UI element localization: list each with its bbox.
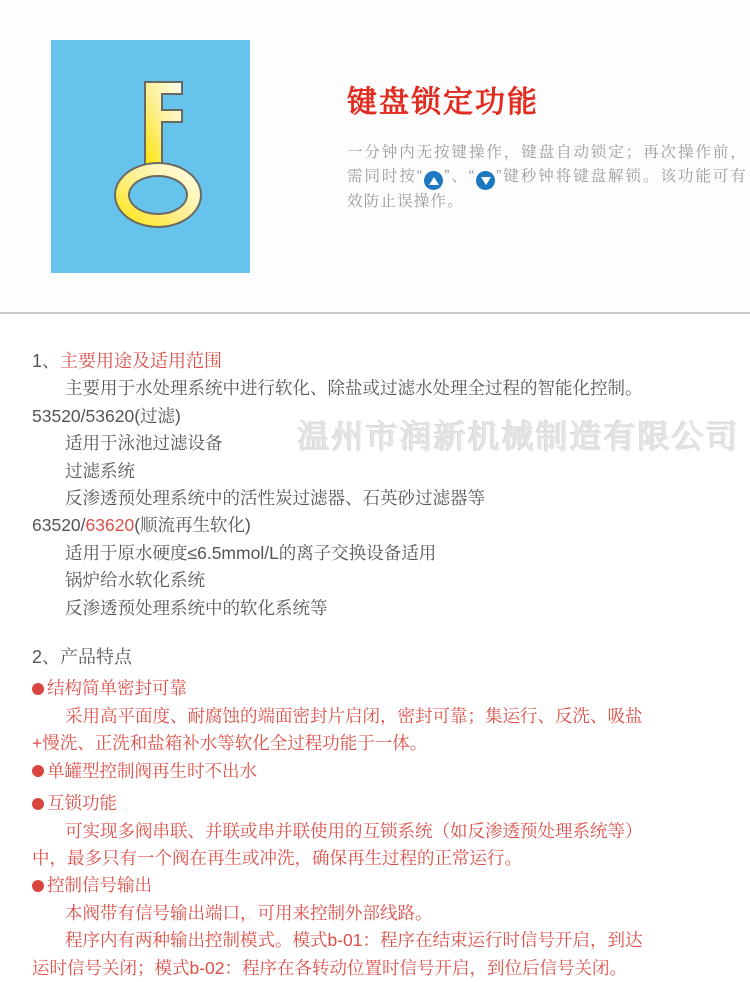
section2-heading <box>32 644 732 671</box>
header-description <box>347 141 747 214</box>
bullet-icon <box>32 765 44 777</box>
feature-line: 可实现多阀串联、并联或串并联使用的互锁系统（如反渗透预处理系统等） <box>65 820 643 841</box>
desc-text-3: ”键秒钟将键盘解锁。该功能可有效防止误操作。 <box>347 167 747 211</box>
document-body <box>0 314 750 982</box>
company-watermark: 温州市润新机械制造有限公司 <box>298 419 741 455</box>
section1-intro: 主要用于水处理系统中进行软化、除盐或过滤水处理全过程的智能化控制。 <box>65 378 643 399</box>
key-icon <box>51 40 250 273</box>
model2-line <box>32 512 732 539</box>
feature-line: +慢洗、正洗和盐箱补水等软化全过程功能于一体。 <box>32 733 428 754</box>
down-arrow-icon <box>476 171 495 190</box>
section2-number: 2、 <box>32 647 61 668</box>
bullet-icon <box>32 798 44 810</box>
model1-line: 53520/53620(过滤) <box>32 405 181 426</box>
feature-title-text: 控制信号输出 <box>47 875 152 896</box>
list-item: 适用于泳池过滤设备 <box>65 433 223 454</box>
feature-title <box>32 675 732 702</box>
feature-title-text: 结构简单密封可靠 <box>47 678 187 699</box>
feature-title <box>32 872 732 899</box>
key-illustration <box>51 40 250 273</box>
section1-heading <box>32 348 732 375</box>
feature-line: 运时信号关闭；模式b-02：程序在各转动位置时信号开启，到位后信号关闭。 <box>32 957 628 978</box>
list-item: 反渗透预处理系统中的软化系统等 <box>65 597 328 618</box>
up-arrow-icon <box>424 171 443 190</box>
list-item: 适用于原水硬度≤6.5mmol/L的离子交换设备适用 <box>65 542 437 563</box>
feature-line: 程序内有两种输出控制模式。模式b-01：程序在结束运行时信号开启，到达 <box>65 930 643 951</box>
feature-line: 中，最多只有一个阀在再生或冲洗，确保再生过程的正常运行。 <box>32 847 522 868</box>
section2-title: 产品特点 <box>60 647 133 668</box>
bullet-icon <box>32 683 44 695</box>
section1-title: 主要用途及适用范围 <box>60 351 223 371</box>
desc-text-2: ”、“ <box>444 167 476 185</box>
bullet-icon <box>32 880 44 892</box>
feature-title <box>32 758 732 785</box>
feature-line: 采用高平面度、耐腐蚀的端面密封片启闭，密封可靠；集运行、反洗、吸盐 <box>65 705 643 726</box>
list-item: 反渗透预处理系统中的活性炭过滤器、石英砂过滤器等 <box>65 488 485 509</box>
feature-line: 本阀带有信号输出端口，可用来控制外部线路。 <box>65 902 433 923</box>
desc-text-1: 一分钟内无按键操作，键盘自动锁定；再次操作前，需同时按“ <box>347 144 747 185</box>
section1-number: 1、 <box>32 351 61 371</box>
list-item: 锅炉给水软化系统 <box>65 570 205 591</box>
model2-prefix: 63520/ <box>32 515 86 536</box>
feature-title-text: 互锁功能 <box>47 793 117 814</box>
list-item: 过滤系统 <box>65 460 135 481</box>
feature-title-text: 单罐型控制阀再生时不出水 <box>47 760 257 781</box>
header-section <box>0 0 750 314</box>
model2-red-number: 63620 <box>85 515 135 536</box>
model2-suffix: (顺流再生软化) <box>134 515 251 536</box>
feature-title <box>32 790 732 817</box>
page-title: 键盘锁定功能 <box>347 86 539 119</box>
